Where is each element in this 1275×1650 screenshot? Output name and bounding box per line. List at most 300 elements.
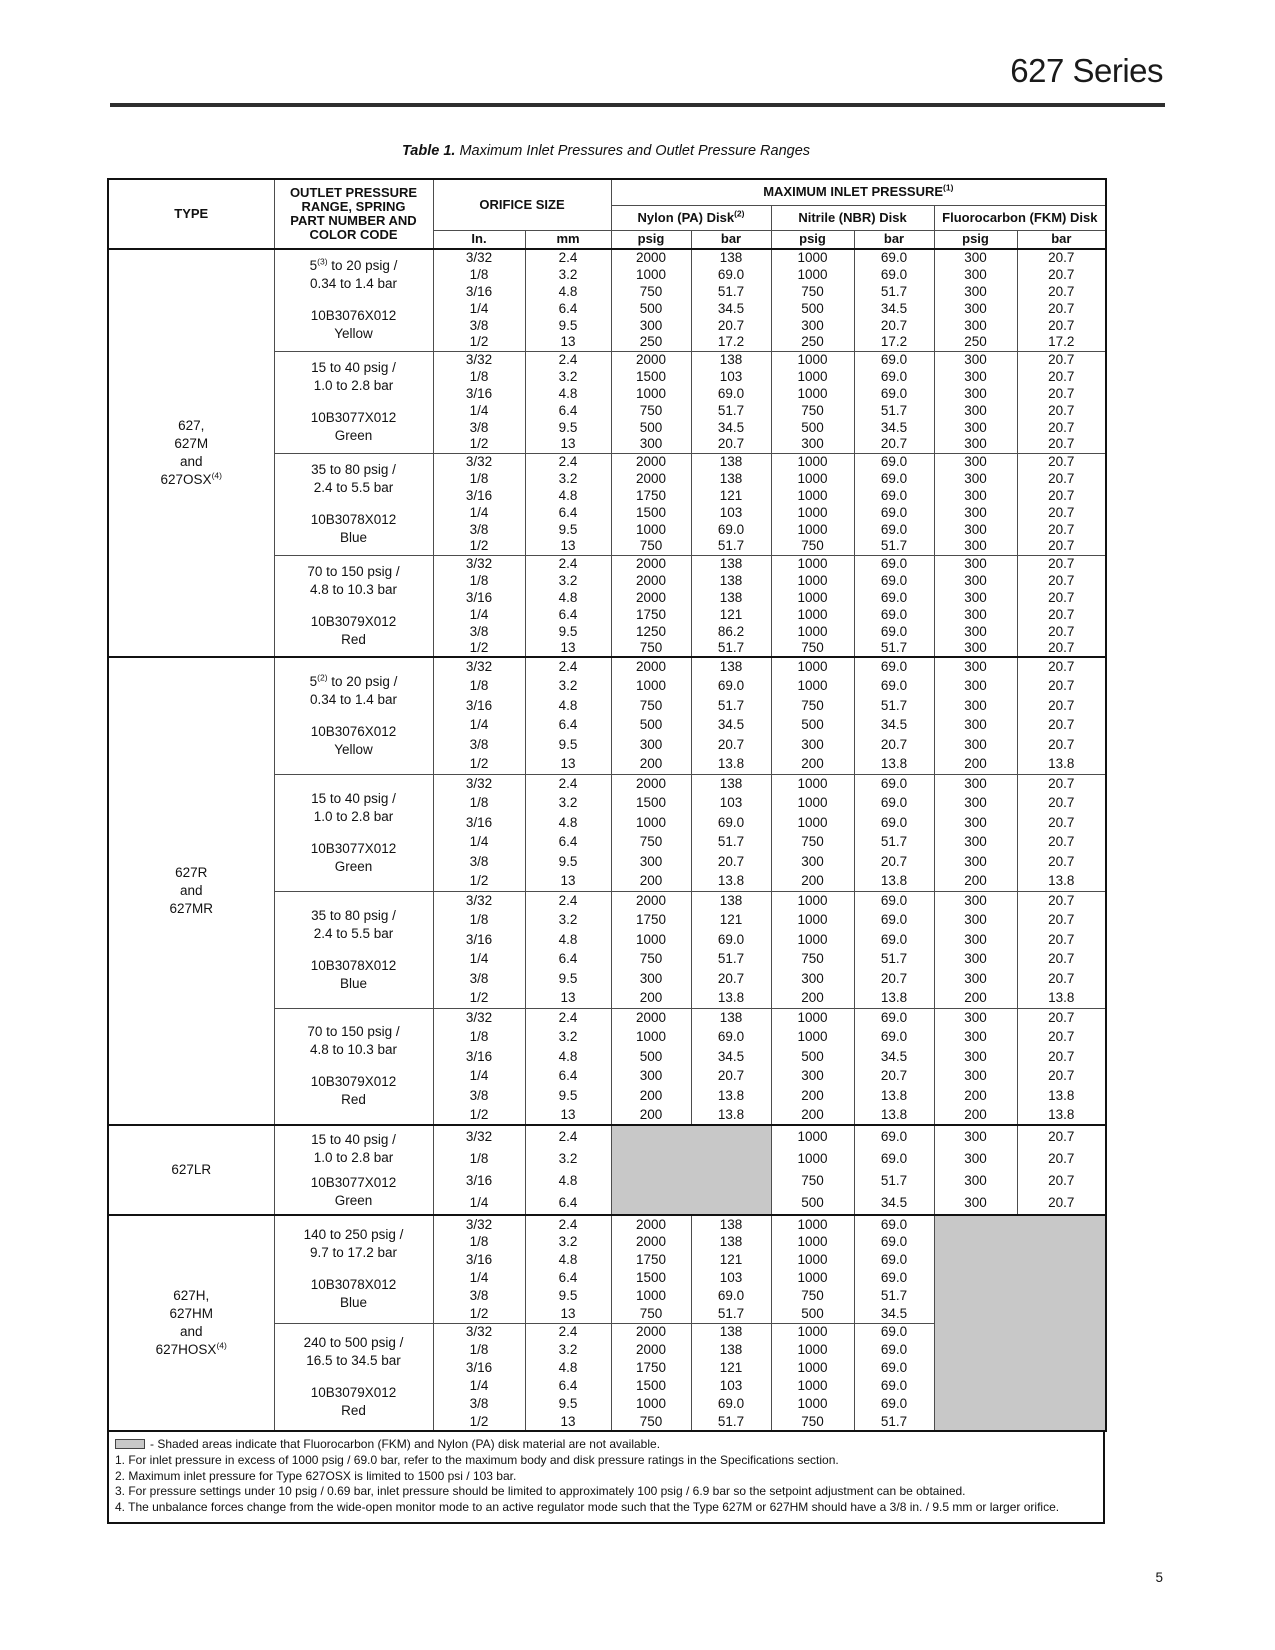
nbr-psig: 1000 [771,1008,854,1028]
table-caption [107,143,1105,159]
fkm-psig: 300 [934,351,1017,368]
type-cell: 627, 627M and 627OSX$^{(4)}$ [108,249,274,657]
orifice-in: 3/8 [433,969,525,989]
orifice-in: 1/8 [433,677,525,697]
unit-header: mm [525,230,611,249]
nbr-bar: 51.7 [854,950,934,970]
fkm-bar: 20.7 [1017,911,1106,931]
nbr-bar: 13.8 [854,755,934,775]
fkm-bar: 20.7 [1017,1028,1106,1048]
nylon-psig: 1000 [611,930,691,950]
spring-cell [274,891,433,1008]
fkm-psig: 300 [934,911,1017,931]
orifice-in: 1/8 [433,470,525,487]
nbr-psig: 200 [771,1086,854,1106]
nylon-bar: 138 [691,1233,771,1251]
orifice-in: 3/16 [433,589,525,606]
nbr-bar: 69.0 [854,623,934,640]
nylon-psig: 2000 [611,891,691,911]
nylon-psig: 300 [611,1067,691,1087]
nbr-bar: 69.0 [854,1251,934,1269]
fkm-psig: 300 [934,696,1017,716]
orifice-in: 1/2 [433,872,525,892]
orifice-in: 3/16 [433,1251,525,1269]
nylon-psig: 200 [611,1086,691,1106]
orifice-in: 1/4 [433,402,525,419]
orifice-mm: 2.4 [525,1323,611,1341]
col-header-disk-0: Nylon (PA) Disk$^{(2)}$ [611,205,771,230]
nylon-psig: 1750 [611,1251,691,1269]
orifice-mm: 13 [525,1106,611,1126]
nylon-psig: 2000 [611,1008,691,1028]
spring-part-number: 10B3077X012 Green [310,1174,397,1208]
orifice-in: 1/4 [433,950,525,970]
nbr-bar: 69.0 [854,521,934,538]
fkm-bar: 20.7 [1017,891,1106,911]
outlet-pressure-range: 15 to 40 psig / 1.0 to 2.8 bar [311,360,396,393]
nbr-psig: 750 [771,950,854,970]
nbr-psig: 1000 [771,606,854,623]
nbr-psig: 1000 [771,1215,854,1233]
nbr-bar: 17.2 [854,334,934,351]
nbr-psig: 1000 [771,1341,854,1359]
orifice-mm: 6.4 [525,833,611,853]
nylon-bar: 138 [691,1341,771,1359]
orifice-mm: 6.4 [525,1269,611,1287]
type-cell: 627LR [108,1125,274,1215]
nbr-psig: 1000 [771,1251,854,1269]
nylon-bar: 138 [691,1323,771,1341]
nbr-psig: 300 [771,1067,854,1087]
nbr-psig: 1000 [771,1323,854,1341]
nylon-bar: 103 [691,1377,771,1395]
fkm-psig: 300 [934,1125,1017,1148]
nylon-psig: 1500 [611,368,691,385]
fkm-bar: 20.7 [1017,538,1106,555]
col-header-disk-1: Nitrile (NBR) Disk [771,205,934,230]
fkm-psig: 300 [934,1193,1017,1216]
fkm-psig: 300 [934,538,1017,555]
footnote-3: 3. For pressure settings under 10 psig / 0.69 bar, inlet pressure should be limited to approximately 100 psig / 6.9 bar so the setpoint adjustment can be obtained. [115,1484,966,1499]
orifice-mm: 9.5 [525,969,611,989]
nylon-bar: 51.7 [691,283,771,300]
spring-cell [274,351,433,453]
nylon-psig: 1000 [611,521,691,538]
orifice-mm: 13 [525,538,611,555]
nylon-bar: 20.7 [691,852,771,872]
orifice-mm: 3.2 [525,1341,611,1359]
orifice-mm: 3.2 [525,794,611,814]
nylon-psig: 200 [611,1106,691,1126]
orifice-mm: 4.8 [525,696,611,716]
nylon-psig: 1750 [611,911,691,931]
orifice-mm: 13 [525,436,611,453]
nylon-bar: 69.0 [691,266,771,283]
nbr-psig: 1000 [771,1233,854,1251]
nbr-psig: 750 [771,538,854,555]
spring-part-number: 10B3078X012 Blue [310,512,397,545]
orifice-mm: 6.4 [525,300,611,317]
fkm-psig: 300 [934,950,1017,970]
orifice-in: 3/32 [433,351,525,368]
orifice-in: 3/8 [433,1287,525,1305]
fkm-psig: 300 [934,385,1017,402]
orifice-mm: 3.2 [525,368,611,385]
nbr-bar: 13.8 [854,1086,934,1106]
nylon-psig: 2000 [611,555,691,572]
fkm-psig: 300 [934,589,1017,606]
nylon-bar: 13.8 [691,755,771,775]
nbr-bar: 13.8 [854,1106,934,1126]
orifice-mm: 9.5 [525,1086,611,1106]
nbr-bar: 69.0 [854,774,934,794]
orifice-mm: 3.2 [525,1028,611,1048]
orifice-mm: 3.2 [525,911,611,931]
nbr-psig: 1000 [771,487,854,504]
orifice-mm: 9.5 [525,1287,611,1305]
orifice-in: 3/32 [433,555,525,572]
footnotes [107,1432,1105,1524]
orifice-in: 1/2 [433,640,525,657]
nylon-psig: 2000 [611,351,691,368]
fkm-bar: 20.7 [1017,1047,1106,1067]
fkm-psig: 300 [934,813,1017,833]
outlet-pressure-range: 35 to 80 psig / 2.4 to 5.5 bar [311,462,396,495]
nbr-bar: 69.0 [854,1233,934,1251]
nylon-psig: 1500 [611,1269,691,1287]
nylon-psig: 2000 [611,1341,691,1359]
nbr-bar: 69.0 [854,1323,934,1341]
orifice-mm: 6.4 [525,950,611,970]
orifice-in: 1/8 [433,1148,525,1171]
orifice-mm: 4.8 [525,1047,611,1067]
nbr-psig: 1000 [771,1269,854,1287]
nbr-bar: 34.5 [854,1047,934,1067]
table-row [108,657,1106,677]
orifice-mm: 13 [525,755,611,775]
nbr-bar: 69.0 [854,487,934,504]
fkm-bar: 20.7 [1017,969,1106,989]
nbr-bar: 34.5 [854,1193,934,1216]
nbr-psig: 500 [771,1047,854,1067]
fkm-psig: 300 [934,1008,1017,1028]
nbr-bar: 69.0 [854,572,934,589]
nbr-bar: 69.0 [854,504,934,521]
nylon-psig: 2000 [611,1323,691,1341]
unit-header: bar [854,230,934,249]
nbr-bar: 34.5 [854,419,934,436]
orifice-in: 1/4 [433,716,525,736]
nbr-bar: 51.7 [854,640,934,657]
pressure-table-host [107,178,1105,1432]
nylon-psig: 1000 [611,385,691,402]
nylon-bar: 69.0 [691,1028,771,1048]
nylon-psig: 2000 [611,249,691,266]
nbr-psig: 750 [771,1413,854,1431]
outlet-pressure-range: 15 to 40 psig / 1.0 to 2.8 bar [311,790,396,824]
col-header-type: TYPE [108,179,274,249]
orifice-mm: 9.5 [525,735,611,755]
nbr-psig: 1000 [771,555,854,572]
spring-cell [274,1215,433,1323]
fkm-psig: 300 [934,677,1017,697]
orifice-in: 3/16 [433,487,525,504]
nbr-psig: 500 [771,419,854,436]
orifice-in: 1/4 [433,1067,525,1087]
orifice-in: 3/32 [433,1215,525,1233]
fkm-psig: 300 [934,368,1017,385]
nylon-bar: 51.7 [691,1305,771,1323]
nylon-bar: 51.7 [691,950,771,970]
table-caption-text: Maximum Inlet Pressures and Outlet Pressure Ranges [455,143,811,159]
nylon-bar: 69.0 [691,1287,771,1305]
orifice-in: 3/8 [433,735,525,755]
nbr-bar: 69.0 [854,470,934,487]
nbr-psig: 1000 [771,521,854,538]
fkm-psig: 300 [934,470,1017,487]
nylon-bar: 69.0 [691,813,771,833]
orifice-mm: 3.2 [525,266,611,283]
nylon-bar: 138 [691,589,771,606]
nylon-bar: 103 [691,368,771,385]
nbr-bar: 69.0 [854,589,934,606]
fkm-bar: 20.7 [1017,572,1106,589]
table-row [108,1215,1106,1233]
orifice-in: 3/8 [433,1395,525,1413]
orifice-mm: 4.8 [525,813,611,833]
fkm-psig: 300 [934,969,1017,989]
nylon-psig: 200 [611,755,691,775]
orifice-mm: 2.4 [525,1008,611,1028]
orifice-mm: 3.2 [525,677,611,697]
nbr-psig: 1000 [771,813,854,833]
spring-part-number: 10B3079X012 Red [310,1384,397,1418]
fkm-psig: 300 [934,657,1017,677]
nbr-bar: 34.5 [854,716,934,736]
nylon-psig: 2000 [611,470,691,487]
nylon-psig: 2000 [611,1215,691,1233]
unit-header: psig [934,230,1017,249]
nbr-bar: 20.7 [854,735,934,755]
nylon-psig: 1000 [611,266,691,283]
fkm-bar: 20.7 [1017,930,1106,950]
nbr-bar: 20.7 [854,317,934,334]
nbr-psig: 1000 [771,351,854,368]
nylon-psig: 500 [611,716,691,736]
orifice-mm: 9.5 [525,623,611,640]
orifice-in: 3/32 [433,891,525,911]
nbr-bar: 51.7 [854,1413,934,1431]
fkm-psig: 300 [934,266,1017,283]
nylon-psig: 750 [611,833,691,853]
shaded-not-available [611,1125,771,1215]
nylon-psig: 250 [611,334,691,351]
fkm-psig: 300 [934,1028,1017,1048]
nylon-psig: 1000 [611,1028,691,1048]
outlet-pressure-range: 70 to 150 psig / 4.8 to 10.3 bar [307,1024,400,1058]
orifice-mm: 4.8 [525,1359,611,1377]
orifice-in: 1/2 [433,1305,525,1323]
orifice-mm: 2.4 [525,1125,611,1148]
spring-part-number: 10B3077X012 Green [310,840,397,874]
nbr-bar: 69.0 [854,930,934,950]
orifice-mm: 9.5 [525,1395,611,1413]
fkm-bar: 20.7 [1017,1125,1106,1148]
nbr-psig: 1000 [771,1395,854,1413]
orifice-mm: 6.4 [525,402,611,419]
fkm-psig: 300 [934,716,1017,736]
spring-part-number: 10B3078X012 Blue [310,957,397,991]
nbr-psig: 200 [771,989,854,1009]
orifice-in: 1/4 [433,504,525,521]
unit-header: bar [1017,230,1106,249]
orifice-mm: 2.4 [525,657,611,677]
nylon-psig: 300 [611,317,691,334]
unit-header: In. [433,230,525,249]
fkm-bar: 20.7 [1017,606,1106,623]
fkm-psig: 300 [934,1148,1017,1171]
nbr-psig: 1000 [771,470,854,487]
fkm-bar: 20.7 [1017,813,1106,833]
nbr-bar: 69.0 [854,794,934,814]
type-cell: 627H, 627HM and 627HOSX$^{(4)}$ [108,1215,274,1431]
nbr-bar: 51.7 [854,1170,934,1193]
nylon-bar: 138 [691,453,771,470]
orifice-in: 1/4 [433,833,525,853]
nbr-bar: 51.7 [854,1287,934,1305]
outlet-pressure-range: 5$^{(3)}$ to 20 psig / 0.34 to 1.4 bar [309,256,398,292]
nbr-bar: 13.8 [854,872,934,892]
fkm-psig: 300 [934,1067,1017,1087]
nbr-bar: 69.0 [854,1028,934,1048]
outlet-pressure-range: 70 to 150 psig / 4.8 to 10.3 bar [307,563,400,597]
fkm-bar: 13.8 [1017,989,1106,1009]
fkm-psig: 200 [934,1106,1017,1126]
fkm-psig: 300 [934,1170,1017,1193]
nylon-psig: 2000 [611,572,691,589]
nbr-psig: 750 [771,402,854,419]
page-number: 5 [1155,1570,1163,1585]
nylon-psig: 750 [611,696,691,716]
nylon-psig: 2000 [611,657,691,677]
orifice-mm: 13 [525,872,611,892]
nbr-bar: 69.0 [854,1125,934,1148]
fkm-psig: 300 [934,930,1017,950]
nylon-bar: 20.7 [691,735,771,755]
outlet-pressure-range: 240 to 500 psig / 16.5 to 34.5 bar [303,1334,404,1368]
nylon-bar: 69.0 [691,1395,771,1413]
orifice-mm: 4.8 [525,1251,611,1269]
orifice-in: 3/16 [433,385,525,402]
orifice-mm: 9.5 [525,852,611,872]
fkm-psig: 300 [934,623,1017,640]
nylon-psig: 750 [611,538,691,555]
col-header-outlet: OUTLET PRESSURE RANGE, SPRING PART NUMBER AND COLOR CODE [274,179,433,249]
nylon-psig: 2000 [611,453,691,470]
orifice-in: 3/16 [433,1170,525,1193]
col-header-orifice-size: ORIFICE SIZE [433,179,611,230]
orifice-in: 1/8 [433,266,525,283]
orifice-in: 3/16 [433,1359,525,1377]
fkm-bar: 17.2 [1017,334,1106,351]
nbr-psig: 750 [771,640,854,657]
fkm-psig: 200 [934,755,1017,775]
nbr-bar: 69.0 [854,453,934,470]
nbr-psig: 500 [771,300,854,317]
nbr-psig: 1000 [771,1125,854,1148]
nylon-bar: 138 [691,572,771,589]
spring-cell [274,555,433,657]
nbr-psig: 200 [771,872,854,892]
pressure-table [107,178,1107,1432]
orifice-mm: 2.4 [525,774,611,794]
nylon-psig: 750 [611,1305,691,1323]
fkm-bar: 20.7 [1017,283,1106,300]
table-row [108,249,1106,266]
fkm-psig: 200 [934,1086,1017,1106]
nbr-bar: 69.0 [854,1215,934,1233]
nbr-psig: 1000 [771,504,854,521]
orifice-in: 3/32 [433,657,525,677]
fkm-bar: 20.7 [1017,1170,1106,1193]
orifice-mm: 6.4 [525,716,611,736]
fkm-bar: 20.7 [1017,657,1106,677]
orifice-in: 1/2 [433,989,525,1009]
fkm-psig: 300 [934,419,1017,436]
nylon-bar: 13.8 [691,1106,771,1126]
orifice-mm: 2.4 [525,453,611,470]
nbr-psig: 1000 [771,794,854,814]
nbr-psig: 1000 [771,572,854,589]
nbr-psig: 1000 [771,677,854,697]
nbr-psig: 300 [771,317,854,334]
orifice-mm: 13 [525,640,611,657]
nylon-psig: 300 [611,436,691,453]
nylon-bar: 138 [691,774,771,794]
nbr-psig: 1000 [771,1359,854,1377]
spring-cell [274,1323,433,1431]
nbr-bar: 69.0 [854,249,934,266]
orifice-in: 3/32 [433,1125,525,1148]
nylon-psig: 2000 [611,774,691,794]
fkm-bar: 20.7 [1017,1067,1106,1087]
nbr-psig: 200 [771,755,854,775]
orifice-in: 1/8 [433,1028,525,1048]
fkm-psig: 300 [934,317,1017,334]
nbr-psig: 1000 [771,368,854,385]
fkm-bar: 20.7 [1017,436,1106,453]
nylon-psig: 2000 [611,589,691,606]
orifice-mm: 4.8 [525,930,611,950]
nbr-bar: 20.7 [854,436,934,453]
fkm-bar: 13.8 [1017,755,1106,775]
nylon-bar: 138 [691,555,771,572]
orifice-in: 1/4 [433,1377,525,1395]
fkm-psig: 200 [934,989,1017,1009]
orifice-mm: 2.4 [525,351,611,368]
nbr-psig: 750 [771,696,854,716]
nbr-psig: 1000 [771,623,854,640]
nbr-psig: 1000 [771,1377,854,1395]
orifice-in: 3/16 [433,930,525,950]
nylon-bar: 51.7 [691,1413,771,1431]
nylon-bar: 51.7 [691,833,771,853]
nbr-psig: 500 [771,1193,854,1216]
orifice-in: 1/4 [433,606,525,623]
orifice-mm: 2.4 [525,891,611,911]
orifice-mm: 13 [525,989,611,1009]
nylon-bar: 121 [691,911,771,931]
